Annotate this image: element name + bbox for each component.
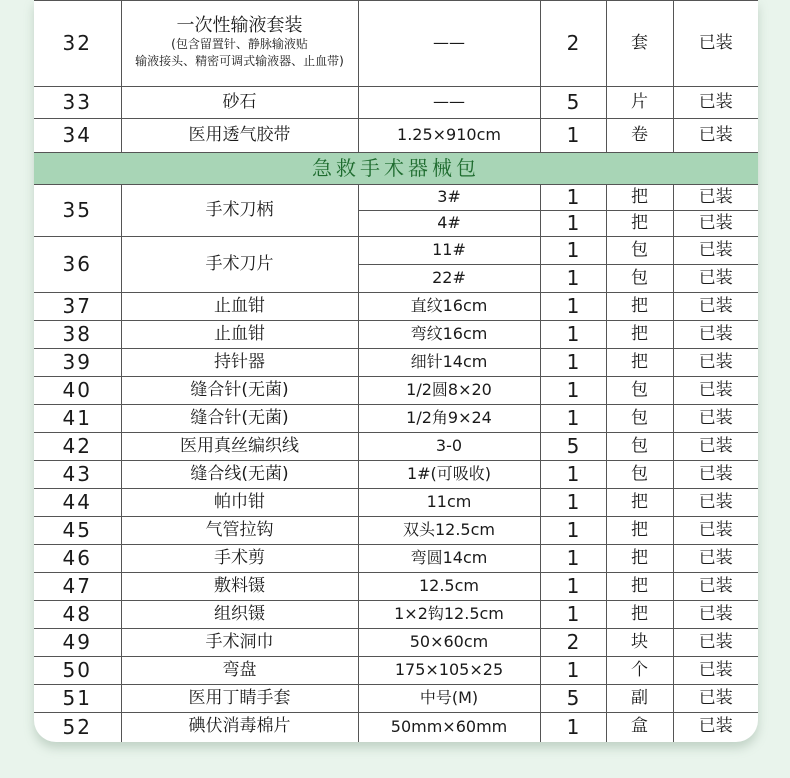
item-qty: 2 bbox=[540, 629, 606, 657]
table-row bbox=[34, 87, 758, 119]
item-name: 缝合针(无菌) bbox=[121, 405, 358, 433]
item-status: 已装 bbox=[673, 211, 758, 237]
row-number: 51 bbox=[34, 685, 121, 713]
item-name: 帕巾钳 bbox=[121, 489, 358, 517]
table-row bbox=[34, 657, 758, 685]
table-row bbox=[34, 1, 758, 87]
item-qty: 1 bbox=[540, 377, 606, 405]
item-name-note-1: (包含留置针、静脉输液贴 bbox=[171, 36, 308, 51]
table-row bbox=[34, 573, 758, 601]
item-spec: 50×60cm bbox=[358, 629, 540, 657]
item-spec: 直纹16cm bbox=[358, 293, 540, 321]
row-number: 36 bbox=[34, 237, 121, 293]
row-number: 42 bbox=[34, 433, 121, 461]
table-row bbox=[34, 489, 758, 517]
inventory-table-body bbox=[34, 1, 758, 742]
row-number: 41 bbox=[34, 405, 121, 433]
item-name: 砂石 bbox=[121, 87, 358, 119]
item-qty: 1 bbox=[540, 461, 606, 489]
item-status: 已装 bbox=[673, 1, 758, 87]
row-number: 43 bbox=[34, 461, 121, 489]
item-unit: 把 bbox=[606, 601, 673, 629]
item-name: 手术刀柄 bbox=[121, 185, 358, 237]
item-qty: 5 bbox=[540, 87, 606, 119]
item-status: 已装 bbox=[673, 349, 758, 377]
item-qty: 1 bbox=[540, 405, 606, 433]
item-qty: 1 bbox=[540, 713, 606, 742]
item-name: 医用真丝编织线 bbox=[121, 433, 358, 461]
item-spec: 1/2圆8×20 bbox=[358, 377, 540, 405]
item-status: 已装 bbox=[673, 405, 758, 433]
item-status: 已装 bbox=[673, 87, 758, 119]
item-status: 已装 bbox=[673, 461, 758, 489]
row-number: 37 bbox=[34, 293, 121, 321]
item-spec: 11# bbox=[358, 237, 540, 265]
item-spec: 11cm bbox=[358, 489, 540, 517]
table-row bbox=[34, 185, 758, 211]
item-name-main: 一次性输液套装 bbox=[176, 14, 303, 36]
item-spec: 4# bbox=[358, 211, 540, 237]
table-row bbox=[34, 517, 758, 545]
item-status: 已装 bbox=[673, 433, 758, 461]
item-status: 已装 bbox=[673, 237, 758, 265]
item-name: 组织镊 bbox=[121, 601, 358, 629]
item-spec: 细针14cm bbox=[358, 349, 540, 377]
item-unit: 包 bbox=[606, 237, 673, 265]
row-number: 33 bbox=[34, 87, 121, 119]
item-spec: 175×105×25 bbox=[358, 657, 540, 685]
item-unit: 包 bbox=[606, 433, 673, 461]
item-unit: 片 bbox=[606, 87, 673, 119]
item-status: 已装 bbox=[673, 601, 758, 629]
item-name: 弯盘 bbox=[121, 657, 358, 685]
item-spec: 1.25×910cm bbox=[358, 119, 540, 153]
row-number: 32 bbox=[34, 1, 121, 87]
item-name: 气管拉钩 bbox=[121, 517, 358, 545]
item-qty: 2 bbox=[540, 1, 606, 87]
row-number: 34 bbox=[34, 119, 121, 153]
inventory-card bbox=[34, 0, 758, 742]
item-spec: 1#(可吸收) bbox=[358, 461, 540, 489]
item-spec: 3-0 bbox=[358, 433, 540, 461]
item-qty: 1 bbox=[540, 265, 606, 293]
item-status: 已装 bbox=[673, 573, 758, 601]
item-unit: 把 bbox=[606, 349, 673, 377]
item-name: 手术洞巾 bbox=[121, 629, 358, 657]
item-unit: 包 bbox=[606, 461, 673, 489]
item-spec: 弯纹16cm bbox=[358, 321, 540, 349]
row-number: 40 bbox=[34, 377, 121, 405]
table-row bbox=[34, 545, 758, 573]
item-unit: 副 bbox=[606, 685, 673, 713]
item-name: 碘伏消毒棉片 bbox=[121, 713, 358, 742]
item-unit: 卷 bbox=[606, 119, 673, 153]
table-row bbox=[34, 349, 758, 377]
item-status: 已装 bbox=[673, 685, 758, 713]
item-status: 已装 bbox=[673, 293, 758, 321]
item-unit: 块 bbox=[606, 629, 673, 657]
item-unit: 个 bbox=[606, 657, 673, 685]
item-name: 医用透气胶带 bbox=[121, 119, 358, 153]
row-number: 44 bbox=[34, 489, 121, 517]
item-qty: 1 bbox=[540, 573, 606, 601]
item-unit: 把 bbox=[606, 545, 673, 573]
item-spec: 50mm×60mm bbox=[358, 713, 540, 742]
item-name: 手术剪 bbox=[121, 545, 358, 573]
section-title: 急救手术器械包 bbox=[34, 153, 758, 185]
item-status: 已装 bbox=[673, 321, 758, 349]
item-name: 缝合针(无菌) bbox=[121, 377, 358, 405]
row-number: 45 bbox=[34, 517, 121, 545]
item-name: 持针器 bbox=[121, 349, 358, 377]
item-name: 医用丁睛手套 bbox=[121, 685, 358, 713]
item-status: 已装 bbox=[673, 119, 758, 153]
item-qty: 1 bbox=[540, 349, 606, 377]
item-qty: 1 bbox=[540, 293, 606, 321]
row-number: 47 bbox=[34, 573, 121, 601]
row-number: 35 bbox=[34, 185, 121, 237]
row-number: 49 bbox=[34, 629, 121, 657]
item-spec: 中号(M) bbox=[358, 685, 540, 713]
item-qty: 5 bbox=[540, 685, 606, 713]
table-row bbox=[34, 433, 758, 461]
item-name: 手术刀片 bbox=[121, 237, 358, 293]
item-unit: 把 bbox=[606, 517, 673, 545]
row-number: 50 bbox=[34, 657, 121, 685]
item-unit: 把 bbox=[606, 489, 673, 517]
item-spec: 12.5cm bbox=[358, 573, 540, 601]
table-row bbox=[34, 405, 758, 433]
table-row bbox=[34, 321, 758, 349]
item-status: 已装 bbox=[673, 657, 758, 685]
item-qty: 1 bbox=[540, 185, 606, 211]
table-row bbox=[34, 629, 758, 657]
table-row bbox=[34, 713, 758, 742]
item-qty: 1 bbox=[540, 211, 606, 237]
item-name: 止血钳 bbox=[121, 321, 358, 349]
item-spec: —— bbox=[358, 1, 540, 87]
item-spec: 3# bbox=[358, 185, 540, 211]
item-status: 已装 bbox=[673, 265, 758, 293]
item-unit: 套 bbox=[606, 1, 673, 87]
item-qty: 1 bbox=[540, 489, 606, 517]
row-number: 38 bbox=[34, 321, 121, 349]
item-qty: 1 bbox=[540, 517, 606, 545]
item-unit: 盒 bbox=[606, 713, 673, 742]
item-unit: 把 bbox=[606, 211, 673, 237]
item-spec: 1×2钩12.5cm bbox=[358, 601, 540, 629]
item-spec: 22# bbox=[358, 265, 540, 293]
table-row bbox=[34, 237, 758, 265]
item-spec: 弯圆14cm bbox=[358, 545, 540, 573]
item-unit: 包 bbox=[606, 405, 673, 433]
section-header-row bbox=[34, 153, 758, 185]
inventory-table bbox=[34, 0, 758, 742]
item-name: 敷料镊 bbox=[121, 573, 358, 601]
item-qty: 5 bbox=[540, 433, 606, 461]
item-status: 已装 bbox=[673, 185, 758, 211]
item-status: 已装 bbox=[673, 517, 758, 545]
row-number: 46 bbox=[34, 545, 121, 573]
item-unit: 包 bbox=[606, 377, 673, 405]
item-qty: 1 bbox=[540, 321, 606, 349]
item-status: 已装 bbox=[673, 629, 758, 657]
item-spec: 双头12.5cm bbox=[358, 517, 540, 545]
item-unit: 把 bbox=[606, 573, 673, 601]
item-qty: 1 bbox=[540, 119, 606, 153]
table-row bbox=[34, 119, 758, 153]
row-number: 39 bbox=[34, 349, 121, 377]
item-status: 已装 bbox=[673, 713, 758, 742]
row-number: 48 bbox=[34, 601, 121, 629]
table-row bbox=[34, 461, 758, 489]
item-qty: 1 bbox=[540, 657, 606, 685]
item-unit: 包 bbox=[606, 265, 673, 293]
table-row bbox=[34, 601, 758, 629]
item-name-note-2: 输液接头、精密可调式输液器、止血带) bbox=[135, 53, 344, 68]
item-status: 已装 bbox=[673, 545, 758, 573]
row-number: 52 bbox=[34, 713, 121, 742]
item-name: 止血钳 bbox=[121, 293, 358, 321]
item-qty: 1 bbox=[540, 545, 606, 573]
item-qty: 1 bbox=[540, 237, 606, 265]
item-spec: 1/2角9×24 bbox=[358, 405, 540, 433]
item-unit: 把 bbox=[606, 321, 673, 349]
item-name bbox=[121, 1, 358, 87]
item-spec: —— bbox=[358, 87, 540, 119]
item-name: 缝合线(无菌) bbox=[121, 461, 358, 489]
table-row bbox=[34, 293, 758, 321]
item-unit: 把 bbox=[606, 293, 673, 321]
item-status: 已装 bbox=[673, 489, 758, 517]
table-row bbox=[34, 377, 758, 405]
item-unit: 把 bbox=[606, 185, 673, 211]
table-row bbox=[34, 685, 758, 713]
item-qty: 1 bbox=[540, 601, 606, 629]
item-status: 已装 bbox=[673, 377, 758, 405]
